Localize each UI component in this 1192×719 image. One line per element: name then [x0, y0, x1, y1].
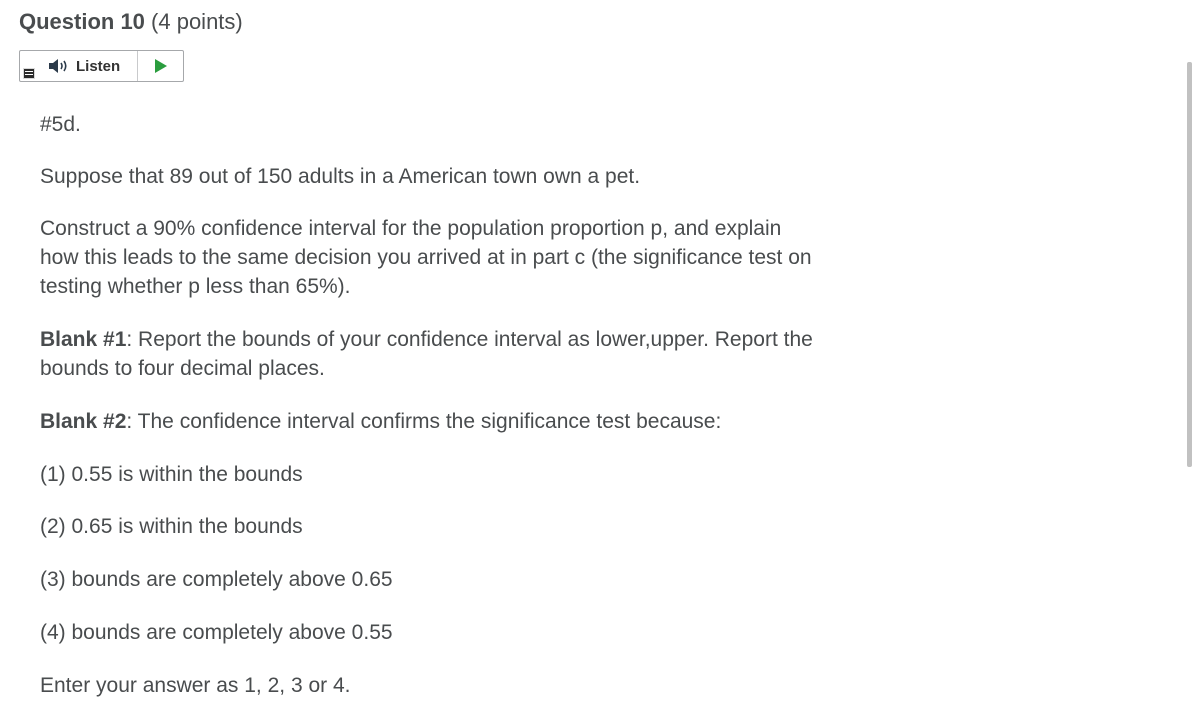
option-4: (4) bounds are completely above 0.55 — [40, 621, 393, 644]
question-points: (4 points) — [144, 9, 243, 34]
option-1: (1) 0.55 is within the bounds — [40, 463, 303, 486]
blank-2-text: : The confidence interval confirms the significance test because: — [126, 410, 722, 433]
play-button[interactable] — [138, 51, 183, 81]
listen-widget — [19, 50, 184, 82]
menu-icon[interactable] — [23, 68, 35, 79]
question-title: Question 10 — [19, 9, 145, 34]
answer-instruction: Enter your answer as 1, 2, 3 or 4. — [40, 674, 351, 697]
blank-1-text: : Report the bounds of your confidence interval as lower,upper. Report the — [126, 328, 813, 351]
task-text-line-2: how this leads to the same decision you arrived at in part c (the significance test on — [40, 246, 812, 269]
blank-2-line — [40, 407, 721, 436]
option-2: (2) 0.65 is within the bounds — [40, 515, 303, 538]
part-label: #5d. — [40, 113, 81, 136]
listen-button[interactable] — [20, 51, 138, 81]
speaker-icon — [48, 58, 72, 74]
blank-1-line-2: bounds to four decimal places. — [40, 357, 325, 380]
task-text-line-1: Construct a 90% confidence interval for the population proportion p, and explain — [40, 217, 782, 240]
option-3: (3) bounds are completely above 0.65 — [40, 568, 393, 591]
blank-1-line-1 — [40, 325, 813, 354]
blank-1-label: Blank #1 — [40, 328, 127, 351]
blank-2-label: Blank #2 — [40, 410, 127, 433]
scrollbar[interactable] — [1187, 62, 1192, 467]
question-header — [19, 8, 243, 36]
intro-text: Suppose that 89 out of 150 adults in a American town own a pet. — [40, 165, 641, 188]
play-icon — [155, 59, 167, 73]
listen-label: Listen — [76, 57, 121, 75]
task-text-line-3: testing whether p less than 65%). — [40, 275, 351, 298]
